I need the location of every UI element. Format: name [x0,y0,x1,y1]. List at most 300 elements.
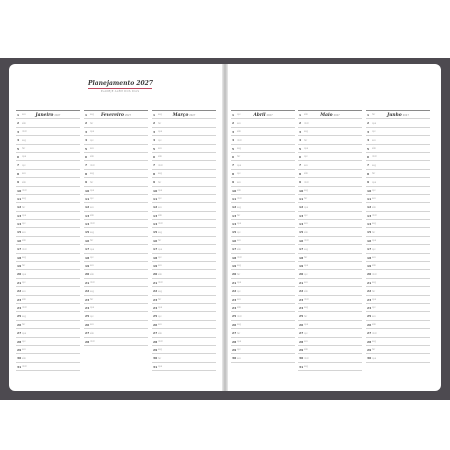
day-number: 30 [232,356,237,361]
day-row [84,287,148,295]
day-row [231,338,295,346]
day-weekday: ter [304,256,308,260]
day-number: 17 [232,247,237,252]
day-number: 23 [17,297,22,302]
day-weekday: sex [90,323,94,327]
day-weekday: sáb [304,113,308,117]
day-number: 20 [367,272,372,277]
day-row [231,279,295,287]
day-row [152,161,216,169]
day-number: 14 [367,222,372,227]
day-weekday: ter [237,272,241,276]
day-row [231,212,295,220]
day-row [298,187,362,195]
day-row [16,346,80,354]
day-row [231,270,295,278]
day-row [84,220,148,228]
day-weekday: qua [237,222,242,226]
day-number: 3 [153,129,156,134]
day-number: 5 [17,146,20,151]
day-number: 8 [232,171,235,176]
day-number: 25 [299,314,304,319]
day-number: 29 [299,347,304,352]
day-row [231,245,295,253]
day-weekday: qui [158,256,162,260]
day-number: 1 [232,113,235,117]
day-weekday: seg [90,172,94,176]
day-weekday: dom [22,188,27,192]
day-number: 22 [153,289,158,294]
day-row [366,354,430,362]
day-row [152,279,216,287]
day-row [366,220,430,228]
day-row [298,220,362,228]
day-number: 11 [299,196,304,201]
day-weekday: sex [304,281,308,285]
day-weekday: sáb [237,130,241,134]
day-number: 30 [299,356,304,361]
day-weekday: sex [158,205,162,209]
day-row [152,237,216,245]
day-weekday: sáb [158,331,162,335]
day-row [366,279,430,287]
day-number: 17 [85,247,90,252]
day-weekday: ter [372,172,376,176]
day-weekday: ter [158,121,162,125]
day-number: 20 [299,272,304,277]
day-weekday: sáb [90,214,94,218]
day-weekday: sáb [90,155,94,159]
day-number: 10 [232,188,237,193]
day-row [84,187,148,195]
day-number: 7 [85,163,88,168]
day-weekday: sex [237,297,241,301]
day-number: 2 [299,121,302,126]
day-weekday: ter [158,356,162,360]
day-weekday: dom [158,339,163,343]
planner-heading [88,80,152,93]
day-row [84,270,148,278]
day-weekday: dom [22,247,27,251]
day-weekday: dom [22,365,27,369]
day-weekday: seg [372,339,376,343]
month-header [16,101,80,118]
day-number: 8 [153,171,156,176]
day-row [16,187,80,195]
day-row [84,237,148,245]
day-weekday: qua [90,247,95,251]
day-number: 21 [232,280,237,285]
month-column [231,101,295,371]
day-number: 8 [299,171,302,176]
day-row [366,111,430,119]
day-row [298,312,362,320]
day-number: 9 [153,180,156,185]
day-weekday: qui [158,314,162,318]
day-weekday: qua [304,323,309,327]
day-weekday: sáb [372,205,376,209]
day-number: 4 [299,138,302,143]
day-row [16,178,80,186]
day-number: 11 [367,196,372,201]
day-row [298,111,362,119]
day-number: 3 [17,129,20,134]
day-number: 22 [17,289,22,294]
day-list [152,111,216,371]
day-row [152,111,216,119]
day-weekday: ter [304,314,308,318]
month-name: Abril [253,113,266,118]
day-number: 21 [367,280,372,285]
day-row [231,111,295,119]
day-weekday: seg [372,163,376,167]
day-number: 8 [17,171,20,176]
day-row [298,212,362,220]
day-number: 16 [299,238,304,243]
day-row [16,195,80,203]
day-weekday: seg [237,205,241,209]
day-weekday: dom [237,138,242,142]
day-row [84,312,148,320]
day-number: 31 [17,364,22,369]
month-column [16,101,80,371]
day-weekday: dom [237,197,242,201]
day-weekday: qui [90,197,94,201]
day-number: 17 [299,247,304,252]
day-weekday: seg [304,306,308,310]
day-weekday: sex [22,230,26,234]
day-row [84,212,148,220]
day-row [366,296,430,304]
day-row [16,145,80,153]
day-number: 5 [85,146,88,151]
day-weekday: sáb [237,306,241,310]
day-number: 7 [367,163,370,168]
day-weekday: qua [158,247,163,251]
day-weekday: ter [237,331,241,335]
day-weekday: sex [372,138,376,142]
day-number: 1 [85,113,88,117]
day-weekday: sáb [304,172,308,176]
day-row [152,363,216,371]
day-number: 8 [85,171,88,176]
day-number: 27 [85,331,90,336]
day-row [84,111,148,119]
day-weekday: seg [304,247,308,251]
day-row [16,304,80,312]
month-column [298,101,362,371]
month-year: 2027 [189,114,196,117]
day-number: 14 [153,222,158,227]
day-number: 19 [85,264,90,269]
day-weekday: seg [372,281,376,285]
day-number: 19 [367,264,372,269]
day-number: 10 [153,188,158,193]
day-weekday: ter [372,289,376,293]
day-row [84,245,148,253]
day-number: 25 [17,314,22,319]
day-weekday: seg [237,146,241,150]
day-weekday: dom [372,331,377,335]
day-number: 21 [85,280,90,285]
day-weekday: dom [158,281,163,285]
day-weekday: qua [237,163,242,167]
day-number: 1 [153,113,156,117]
day-row [152,145,216,153]
day-number: 27 [153,331,158,336]
day-number: 19 [232,264,237,269]
month-column [84,101,148,371]
day-row [298,338,362,346]
day-number: 26 [153,322,158,327]
day-weekday: sex [90,264,94,268]
day-row [152,321,216,329]
day-row [152,170,216,178]
day-weekday: dom [22,130,27,134]
day-row [152,153,216,161]
day-row [16,237,80,245]
day-weekday: ter [90,239,94,243]
planner-title: Planejamento 2027 [88,80,154,87]
day-weekday: sáb [304,230,308,234]
day-row [298,363,362,371]
day-number: 13 [17,213,22,218]
day-number: 18 [153,255,158,260]
day-row [16,153,80,161]
day-number: 23 [85,297,90,302]
day-weekday: seg [22,256,26,260]
day-row [298,145,362,153]
day-row [16,354,80,362]
day-row [84,119,148,127]
day-weekday: qui [22,339,26,343]
day-number: 9 [299,180,302,185]
day-number: 13 [232,213,237,218]
month-header [298,101,362,118]
day-row [231,220,295,228]
month-year: 2027 [54,114,61,117]
day-weekday: sáb [372,146,376,150]
day-row [298,270,362,278]
day-row [152,354,216,362]
day-number: 26 [85,322,90,327]
day-row [152,254,216,262]
day-number: 15 [232,230,237,235]
day-weekday: sex [158,264,162,268]
day-row [84,145,148,153]
day-number: 25 [85,314,90,319]
month-year: 2027 [333,114,340,117]
day-weekday: qua [304,205,309,209]
day-weekday: dom [158,163,163,167]
day-row [84,329,148,337]
month-header [366,101,430,118]
day-number: 6 [232,154,235,159]
day-number: 5 [367,146,370,151]
day-number: 12 [232,205,237,210]
day-weekday: dom [158,222,163,226]
day-row [231,321,295,329]
day-number: 2 [85,121,88,126]
day-number: 20 [17,272,22,277]
day-weekday: qui [372,306,376,310]
day-weekday: qua [90,306,95,310]
day-row [84,136,148,144]
day-number: 23 [232,297,237,302]
day-number: 9 [17,180,20,185]
month-name: Fevereiro [100,113,124,118]
day-number: 10 [17,188,22,193]
day-number: 16 [232,238,237,243]
page-gutter [222,64,228,391]
day-row [366,128,430,136]
day-weekday: dom [90,281,95,285]
day-weekday: ter [90,121,94,125]
day-number: 13 [153,213,158,218]
day-number: 28 [232,339,237,344]
day-number: 10 [299,188,304,193]
day-number: 4 [367,138,370,143]
day-row [231,237,295,245]
day-weekday: qui [237,289,241,293]
day-row [298,287,362,295]
day-row [366,329,430,337]
day-weekday: qua [90,130,95,134]
day-weekday: ter [304,138,308,142]
day-row [84,170,148,178]
day-weekday: qua [304,264,309,268]
day-row [231,304,295,312]
day-row [84,128,148,136]
day-number: 22 [85,289,90,294]
day-row [231,203,295,211]
day-row [231,312,295,320]
day-number: 27 [299,331,304,336]
day-weekday: ter [372,348,376,352]
day-number: 13 [85,213,90,218]
day-weekday: dom [237,314,242,318]
day-row [366,170,430,178]
month-name: Maio [320,113,333,118]
day-number: 26 [232,322,237,327]
day-number: 4 [17,138,20,143]
day-number: 5 [153,146,156,151]
day-weekday: sex [22,289,26,293]
day-row [16,329,80,337]
day-weekday: qui [304,155,308,159]
day-row [16,245,80,253]
day-number: 16 [17,238,22,243]
day-number: 20 [85,272,90,277]
day-weekday: sex [304,339,308,343]
day-weekday: seg [22,197,26,201]
day-row [16,287,80,295]
day-number: 19 [153,264,158,269]
day-row [366,262,430,270]
day-weekday: qui [304,272,308,276]
day-row [231,296,295,304]
day-number: 24 [299,305,304,310]
day-number: 12 [85,205,90,210]
day-number: 14 [85,222,90,227]
day-row [152,119,216,127]
day-weekday: qui [237,113,241,117]
day-row [298,354,362,362]
day-list [298,111,362,371]
day-weekday: qua [372,121,377,125]
day-number: 27 [367,331,372,336]
day-row [152,212,216,220]
day-row [152,287,216,295]
day-number: 6 [367,154,370,159]
day-number: 5 [299,146,302,151]
day-weekday: qua [158,306,163,310]
day-row [298,195,362,203]
day-number: 25 [153,314,158,319]
day-row [366,203,430,211]
day-number: 4 [153,138,156,143]
day-row [152,203,216,211]
day-number: 14 [299,222,304,227]
day-weekday: sáb [237,188,241,192]
day-weekday: qua [158,365,163,369]
day-weekday: qui [372,188,376,192]
day-number: 28 [153,339,158,344]
day-row [152,136,216,144]
day-row [366,321,430,329]
month-header [231,101,295,118]
day-number: 30 [17,356,22,361]
day-number: 18 [232,255,237,260]
day-weekday: sáb [304,348,308,352]
day-row [366,136,430,144]
day-row [16,119,80,127]
day-row [298,262,362,270]
day-row [16,254,80,262]
day-row [298,321,362,329]
day-row [231,136,295,144]
day-weekday: qua [22,331,27,335]
day-number: 29 [17,347,22,352]
day-number: 2 [153,121,156,126]
day-row [84,228,148,236]
day-weekday: qua [22,214,27,218]
day-number: 10 [367,188,372,193]
day-number: 16 [153,238,158,243]
day-number: 31 [299,364,304,369]
day-weekday: dom [90,339,95,343]
day-weekday: seg [90,289,94,293]
day-number: 3 [232,129,235,134]
day-row [84,203,148,211]
day-row [366,270,430,278]
day-number: 21 [153,280,158,285]
day-row [298,304,362,312]
day-number: 12 [153,205,158,210]
day-number: 17 [17,247,22,252]
day-weekday: seg [304,188,308,192]
day-weekday: ter [237,214,241,218]
day-number: 4 [85,138,88,143]
day-number: 2 [232,121,235,126]
day-number: 26 [367,322,372,327]
day-row [298,119,362,127]
day-number: 23 [153,297,158,302]
day-row [84,161,148,169]
day-weekday: sex [22,113,26,117]
day-weekday: sex [90,205,94,209]
day-weekday: seg [158,348,162,352]
